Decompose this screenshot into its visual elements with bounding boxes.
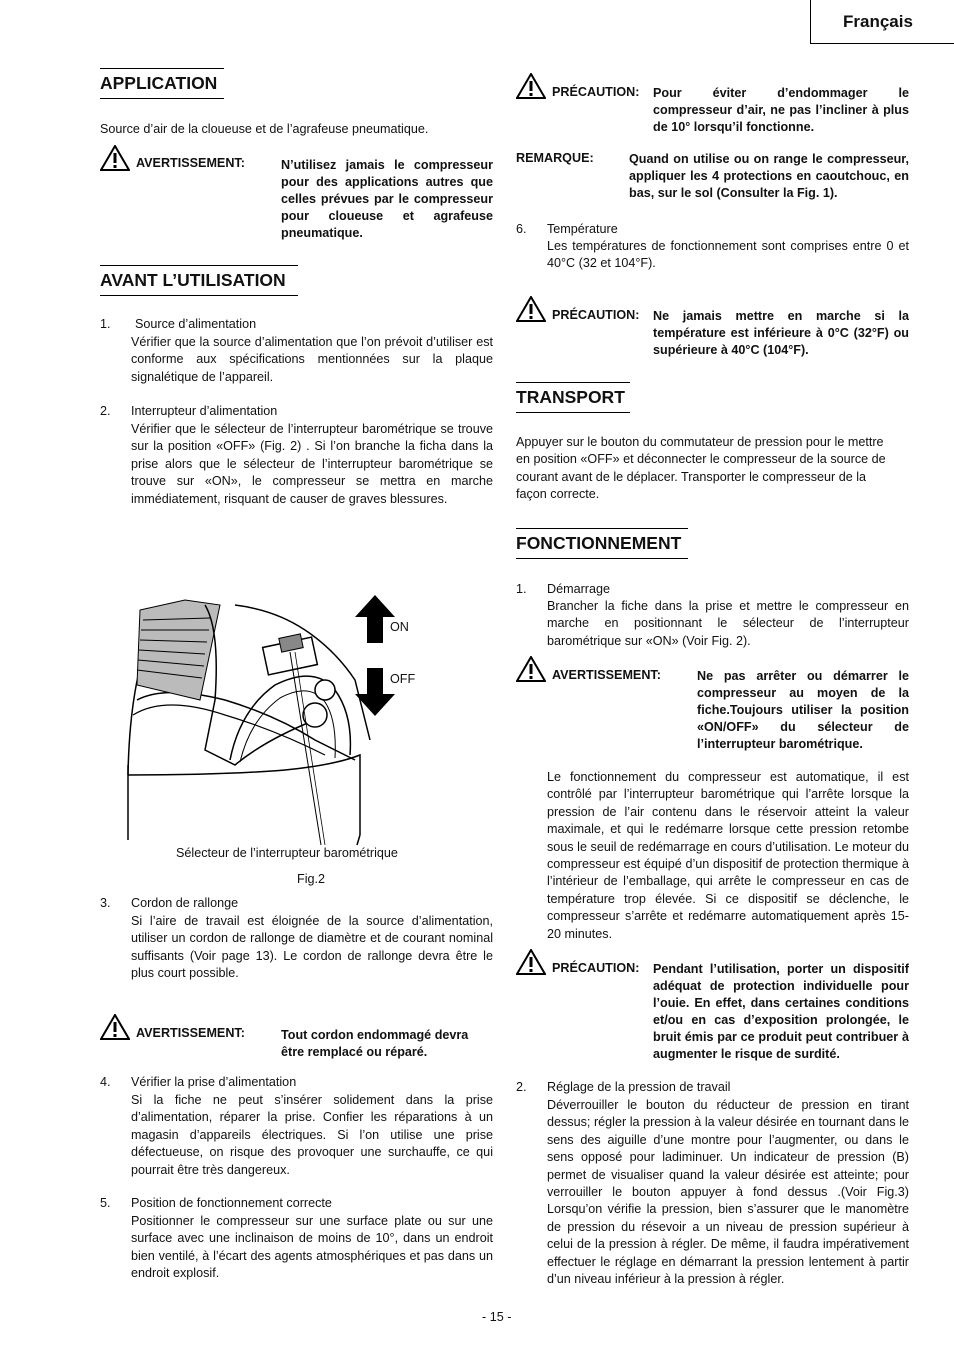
precaution-text: Ne jamais mettre en marche si la température est inférieure à 0°C (32°F) ou supérieure à 40°C (104°F).: [653, 309, 909, 357]
transport-text: Appuyer sur le bouton du commutateur de pression pour le mettre en position «OFF» et déconnecter le compresseur de la source de courant avant de le déplacer. Transporter le compresseur de la façon correcte.: [516, 435, 886, 502]
item-title: Réglage de la pression de travail: [547, 1080, 731, 1094]
item-number: 1.: [516, 582, 527, 596]
item-text: Déverrouiller le bouton du réducteur de pression en tirant dessus; régler la pression à la valeur désirée en tournant dans le sens des aiguille d’une montre pour l’augmenter, ou dans le sens opposé pour ladiminuer. Un indicateur de pression (B) permet de visualiser quand la valeur désirée est atteinte; pour verrouiller le bouton appuyer à fond dessus .(Voir Fig.3) Lorsqu’on vérifie la pression, bien s’assurer que le manomètre de pression du résevoir a un niveau de pression supérieur à celui de la pression à régler. De même, il faudra impérativement effectuer le réglage en démarrant la pression lentement à partir d’un niveau inférieur à la pression à régler.: [547, 1098, 909, 1287]
language-tab: Français: [810, 0, 954, 44]
item-text: Les températures de fonctionnement sont comprises entre 0 et 40°C (32 et 104°F).: [547, 239, 909, 271]
item-number: 2.: [100, 404, 111, 418]
item-text: Si l’aire de travail est éloignée de la source d’alimentation, utiliser un cordon de rallonge de diamètre et de courant nominal suffisants (Voir page 13). Le cordon de rallonge devra être le plus court possible.: [131, 914, 493, 981]
application-text: Source d’air de la cloueuse et de l’agrafeuse pneumatique.: [100, 122, 429, 136]
item-text: Vérifier que la source d’alimentation que l’on prévoit d’utiliser est conforme aux spécifications mentionnées sur la plaque signalétique de l’appareil.: [131, 335, 493, 384]
item-number: 5.: [100, 1196, 111, 1210]
item-text: Si la fiche ne peut s’insérer solidement dans la prise d’alimentation, réparer la prise. Confier les réparations à un magasin d’appareils électriques. Si l’on utilise une prise défectueuse, on risque des provoquer une surchauffe, ce qui pourrait être très dangereux.: [131, 1093, 493, 1177]
precaution-icon: [516, 73, 546, 104]
warning-text: Ne pas arrêter ou démarrer le compresseur au moyen de la fiche.Toujours utiliser la position «ON/OFF» du sélecteur de l’interrupteur barométrique.: [697, 669, 909, 751]
item-text: Vérifier que le sélecteur de l’interrupteur barométrique se trouve sur la position «OFF» (Fig. 2) . Si l’on branche la ficha dans la prise alors que le sélecteur de l’interrupteur barométrique se trouve sur «ON», le compresseur se mettra en marche immédiatement, risquant de causer de graves blessures.: [131, 422, 493, 506]
auto-text: Le fonctionnement du compresseur est automatique, il est contrôlé par l’interrupteur barométrique qui l’arrête lorsque la pression de l’air contenu dans le réservoir atteint la valeur maximale, et qui le redémarre lorsque cette pression retombe sous le seuil de redémarrage en cours d’utilisation. Le moteur du compresseur est équipé d’un dispositif de protection thermique à l’intérieur de l’emballage, qui arrête le compresseur en cas de température trop élevée. Si ce dispositif se déclenche, le compresseur s’arrête et redémarre automatiquement après 15-20 minutes.: [547, 770, 909, 941]
warning-icon: [100, 145, 130, 176]
precaution-text: Pour éviter d’endommager le compresseur d’air, ne pas l’incliner à plus de 10° lorsqu’il fonctionne.: [653, 86, 909, 134]
precaution-label: PRÉCAUTION:: [552, 308, 640, 322]
item-number: 6.: [516, 222, 527, 236]
off-label: OFF: [390, 672, 416, 686]
warning-label: AVERTISSEMENT:: [136, 156, 245, 170]
precaution-label: PRÉCAUTION:: [552, 85, 640, 99]
item-number: 1.: [100, 317, 111, 331]
item-title: Cordon de rallonge: [131, 896, 239, 910]
arrow-up-icon: [355, 595, 395, 650]
item-title: Vérifier la prise d’alimentation: [131, 1075, 297, 1089]
precaution-icon: [516, 949, 546, 980]
warning-icon: [100, 1014, 130, 1045]
transport-heading: TRANSPORT: [516, 382, 630, 413]
avant-heading: AVANT L’UTILISATION: [100, 265, 298, 296]
item-number: 2.: [516, 1080, 527, 1094]
fonctionnement-heading: FONCTIONNEMENT: [516, 528, 688, 559]
warning-label: AVERTISSEMENT:: [552, 668, 661, 682]
warning-text: Tout cordon endommagé devra être remplacé ou réparé.: [281, 1028, 469, 1059]
warning-label: AVERTISSEMENT:: [136, 1026, 245, 1040]
item-title: Interrupteur d’alimentation: [131, 404, 278, 418]
remarque-text: Quand on utilise ou on range le compresseur, appliquer les 4 protections en caoutchouc, en bas, sur le sol (Consulter la Fig. 1).: [629, 152, 909, 200]
warning-text: N’utilisez jamais le compresseur pour des applications autres que celles prévues par le compresseur pour cloueuse et agrafeuse pneumatique.: [281, 158, 493, 240]
figure-caption: Fig.2: [297, 872, 325, 886]
precaution-label: PRÉCAUTION:: [552, 961, 640, 975]
warning-icon: [516, 656, 546, 687]
item-number: 4.: [100, 1075, 111, 1089]
precaution-icon: [516, 296, 546, 327]
item-text: Brancher la fiche dans la prise et mettre le compresseur en marche en positionnant le sélecteur de l’interrupteur barométrique sur «ON» (Voir Fig. 2).: [547, 599, 909, 648]
item-number: 3.: [100, 896, 111, 910]
arrow-down-icon: [355, 668, 395, 723]
precaution-text: Pendant l’utilisation, porter un dispositif adéquat de protection individuelle pour l’ouie. En effet, dans certaines conditions et/ou en cas d’exposition prolongée, le bruit émis par ce produit peut contribuer à augmenter le risque de surdité.: [653, 962, 909, 1061]
item-title: Source d’alimentation: [135, 317, 257, 331]
item-text: Positionner le compresseur sur une surface plate ou sur une surface avec une inclinaison de moins de 10°, dans un endroit bien ventilé, à l’écart des agents atmosphériques et pas dans un endroit explosif.: [131, 1214, 493, 1281]
item-title: Température: [547, 222, 618, 236]
remarque-label: REMARQUE:: [516, 151, 594, 165]
application-heading: APPLICATION: [100, 68, 224, 99]
item-title: Position de fonctionnement correcte: [131, 1196, 332, 1210]
item-title: Démarrage: [547, 582, 610, 596]
page-number: - 15 -: [482, 1310, 512, 1324]
on-label: ON: [390, 620, 409, 634]
figure-callout: Sélecteur de l’interrupteur barométrique: [176, 846, 398, 860]
